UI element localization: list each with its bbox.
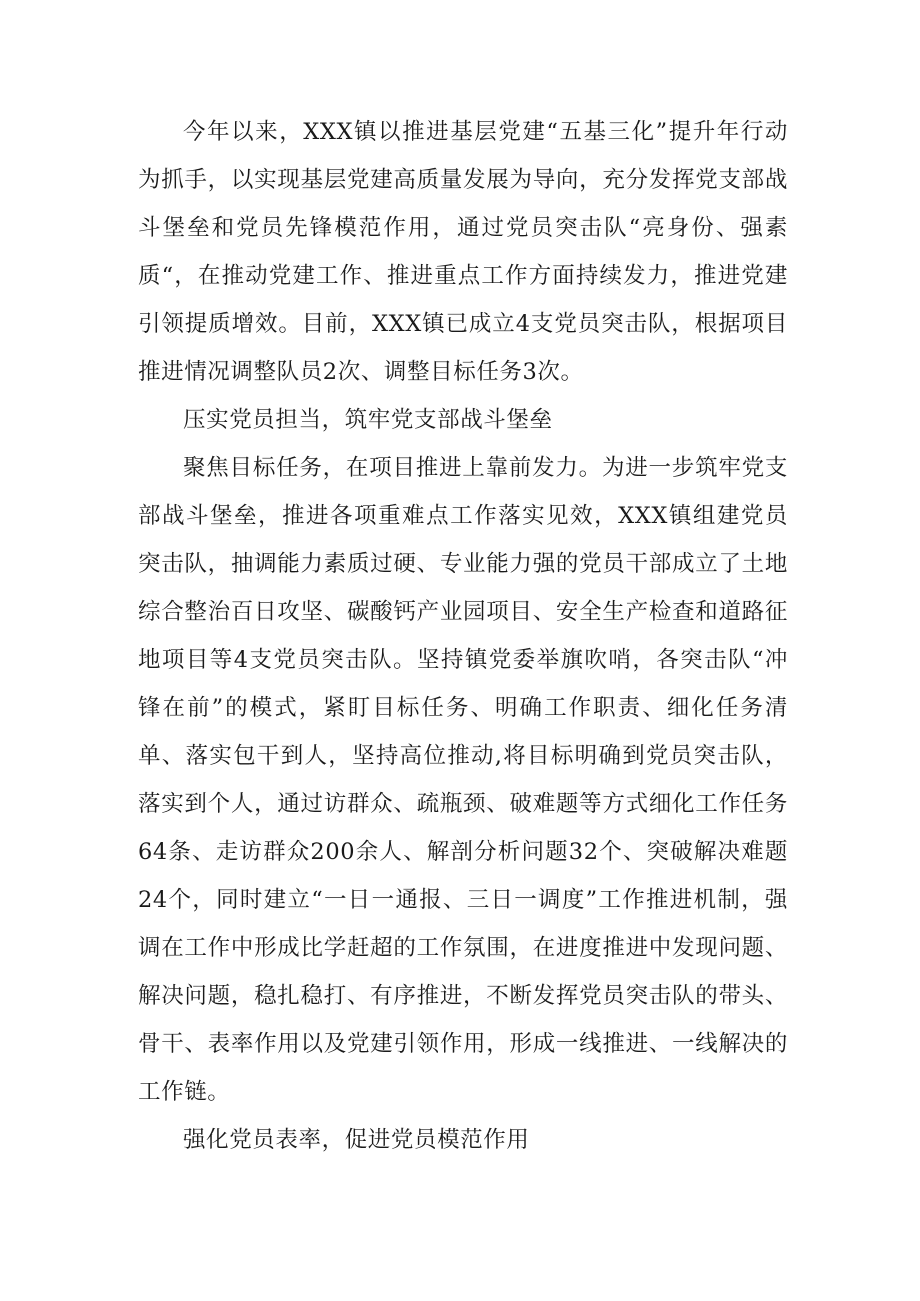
document-body [138, 108, 788, 1164]
section-heading-party-responsibility: 压实党员担当，筑牢党支部战斗堡垒 [183, 407, 553, 433]
section-heading-party-exemplary: 强化党员表率，促进党员模范作用 [183, 1127, 530, 1153]
paragraph-intro: 今年以来，XXX镇以推进基层党建“五基三化”提升年行动为抓手，以实现基层党建高质量发展为导向，充分发挥党支部战斗堡垒和党员先锋模范作用，通过党员突击队“亮身份、强素质“，在推动党建工作、推进重点工作方面持续发力，推进党建引领提质增效。目前，XXX镇已成立4支党员突击队，根据项目推进情况调整队员2次、调整目标任务3次。 [138, 119, 788, 385]
paragraph-task-focus: 聚焦目标任务，在项目推进上靠前发力。为进一步筑牢党支部战斗堡垒，推进各项重难点工作落实见效，XXX镇组建党员突击队，抽调能力素质过硬、专业能力强的党员干部成立了土地综合整治百日攻坚、碳酸钙产业园项目、安全生产检查和道路征地项目等4支党员突击队。坚持镇党委举旗吹哨，各突击队“冲锋在前”的模式，紧盯目标任务、明确工作职责、细化任务清单、落实包干到人，坚持高位推动,将目标明确到党员突击队，落实到个人，通过访群众、疏瓶颈、破难题等方式细化工作任务64条、走访群众200余人、解剖分析问题32个、突破解决难题24个，同时建立“一日一通报、三日一调度”工作推进机制，强调在工作中形成比学赶超的工作氛围，在进度推进中发现问题、解决问题，稳扎稳打、有序推进，不断发挥党员突击队的带头、骨干、表率作用以及党建引领作用，形成一线推进、一线解决的工作链。 [138, 455, 788, 1105]
